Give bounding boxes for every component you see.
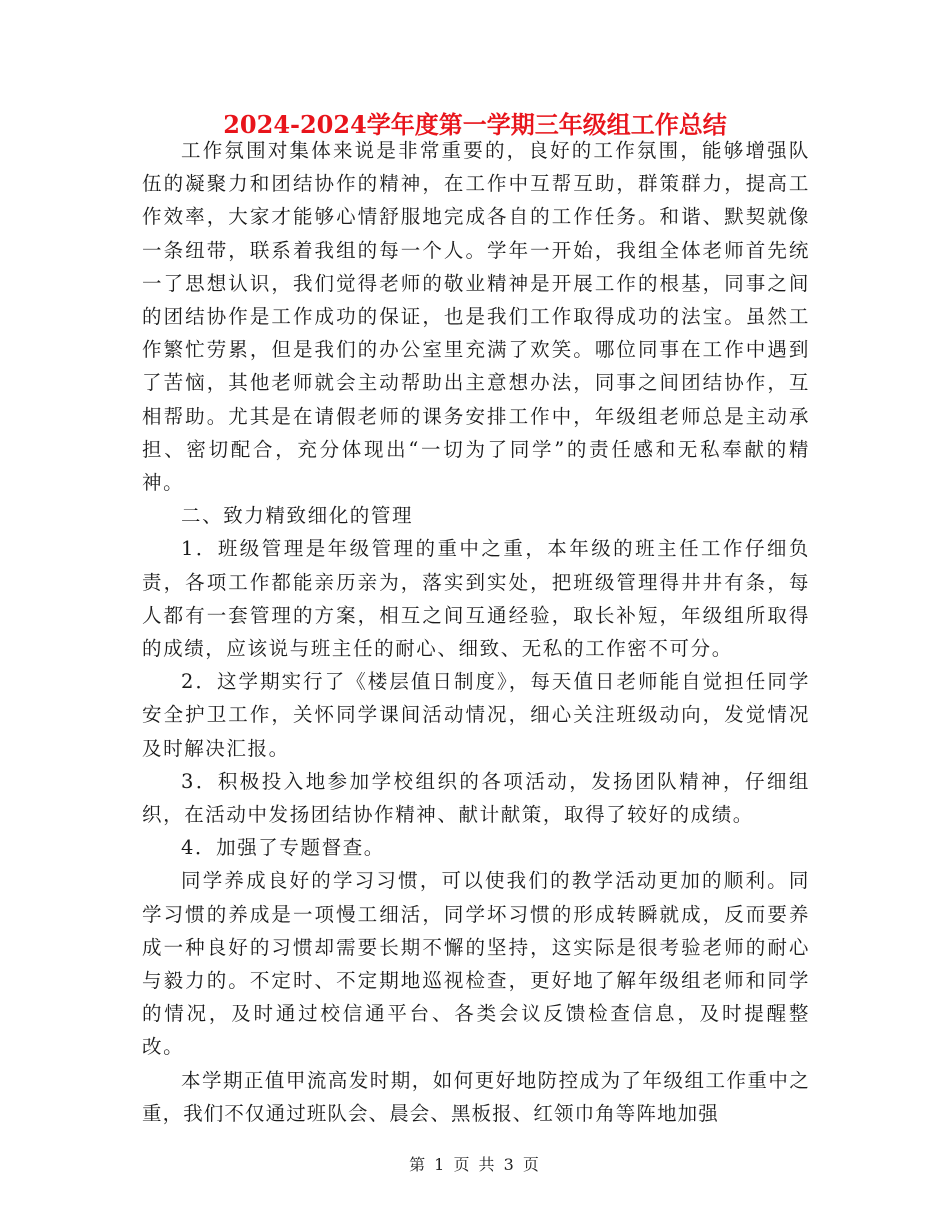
paragraph-study-habits: 同学养成良好的学习习惯，可以使我们的教学活动更加的顺利。同学习惯的养成是一项慢工细活，同学坏习惯的形成转瞬就成，反而要养成一种良好的习惯却需要长期不懈的坚持，这实际是很考验老师的耐心与毅力的。不定时、不定期地巡视检查，更好地了解年级组老师和同学的情况，及时通过校信通平台、各类会议反馈检查信息，及时提醒整改。 <box>142 869 810 1059</box>
section-heading-management: 二、致力精致细化的管理 <box>181 504 414 528</box>
document-title: 2024-2024学年度第一学期三年级组工作总结 <box>223 110 727 139</box>
document-body <box>142 134 810 1130</box>
paragraph-floor-duty: 2．这学期实行了《楼层值日制度》，每天值日老师能自觉担任同学安全护卫工作，关怀同学课间活动情况，细心关注班级动向，发觉情况及时解决汇报。 <box>142 670 810 760</box>
paragraph-flu-prevention: 本学期正值甲流高发时期，如何更好地防控成为了年级组工作重中之重，我们不仅通过班队会、晨会、黑板报、红领巾角等阵地加强 <box>142 1068 810 1125</box>
paragraph-special-inspection: 4．加强了专题督查。 <box>181 836 385 860</box>
paragraph-work-atmosphere: 工作氛围对集体来说是非常重要的，良好的工作氛围，能够增强队伍的凝聚力和团结协作的精神，在工作中互帮互助，群策群力，提高工作效率，大家才能够心情舒服地完成各自的工作任务。和谐、默契就像一条纽带，联系着我组的每一个人。学年一开始，我组全体老师首先统一了思想认识，我们觉得老师的敬业精神是开展工作的根基，同事之间的团结协作是工作成功的保证，也是我们工作取得成功的法宝。虽然工作繁忙劳累，但是我们的办公室里充满了欢笑。哪位同事在工作中遇到了苦恼，其他老师就会主动帮助出主意想办法，同事之间团结协作，互相帮助。尤其是在请假老师的课务安排工作中，年级组老师总是主动承担、密切配合，充分体现出“一切为了同学”的责任感和无私奉献的精神。 <box>142 139 810 495</box>
paragraph-school-activities: 3．积极投入地参加学校组织的各项活动，发扬团队精神，仔细组织，在活动中发扬团结协作精神、献计献策，取得了较好的成绩。 <box>142 769 810 827</box>
paragraph-class-management: 1．班级管理是年级管理的重中之重，本年级的班主任工作仔细负责，各项工作都能亲历亲为，落实到实处，把班级管理得井井有条，每人都有一套管理的方案，相互之间互通经验，取长补短，年级组所取得的成绩，应该说与班主任的耐心、细致、无私的工作密不可分。 <box>142 537 810 661</box>
page-number-footer: 第 1 页 共 3 页 <box>409 1155 541 1174</box>
